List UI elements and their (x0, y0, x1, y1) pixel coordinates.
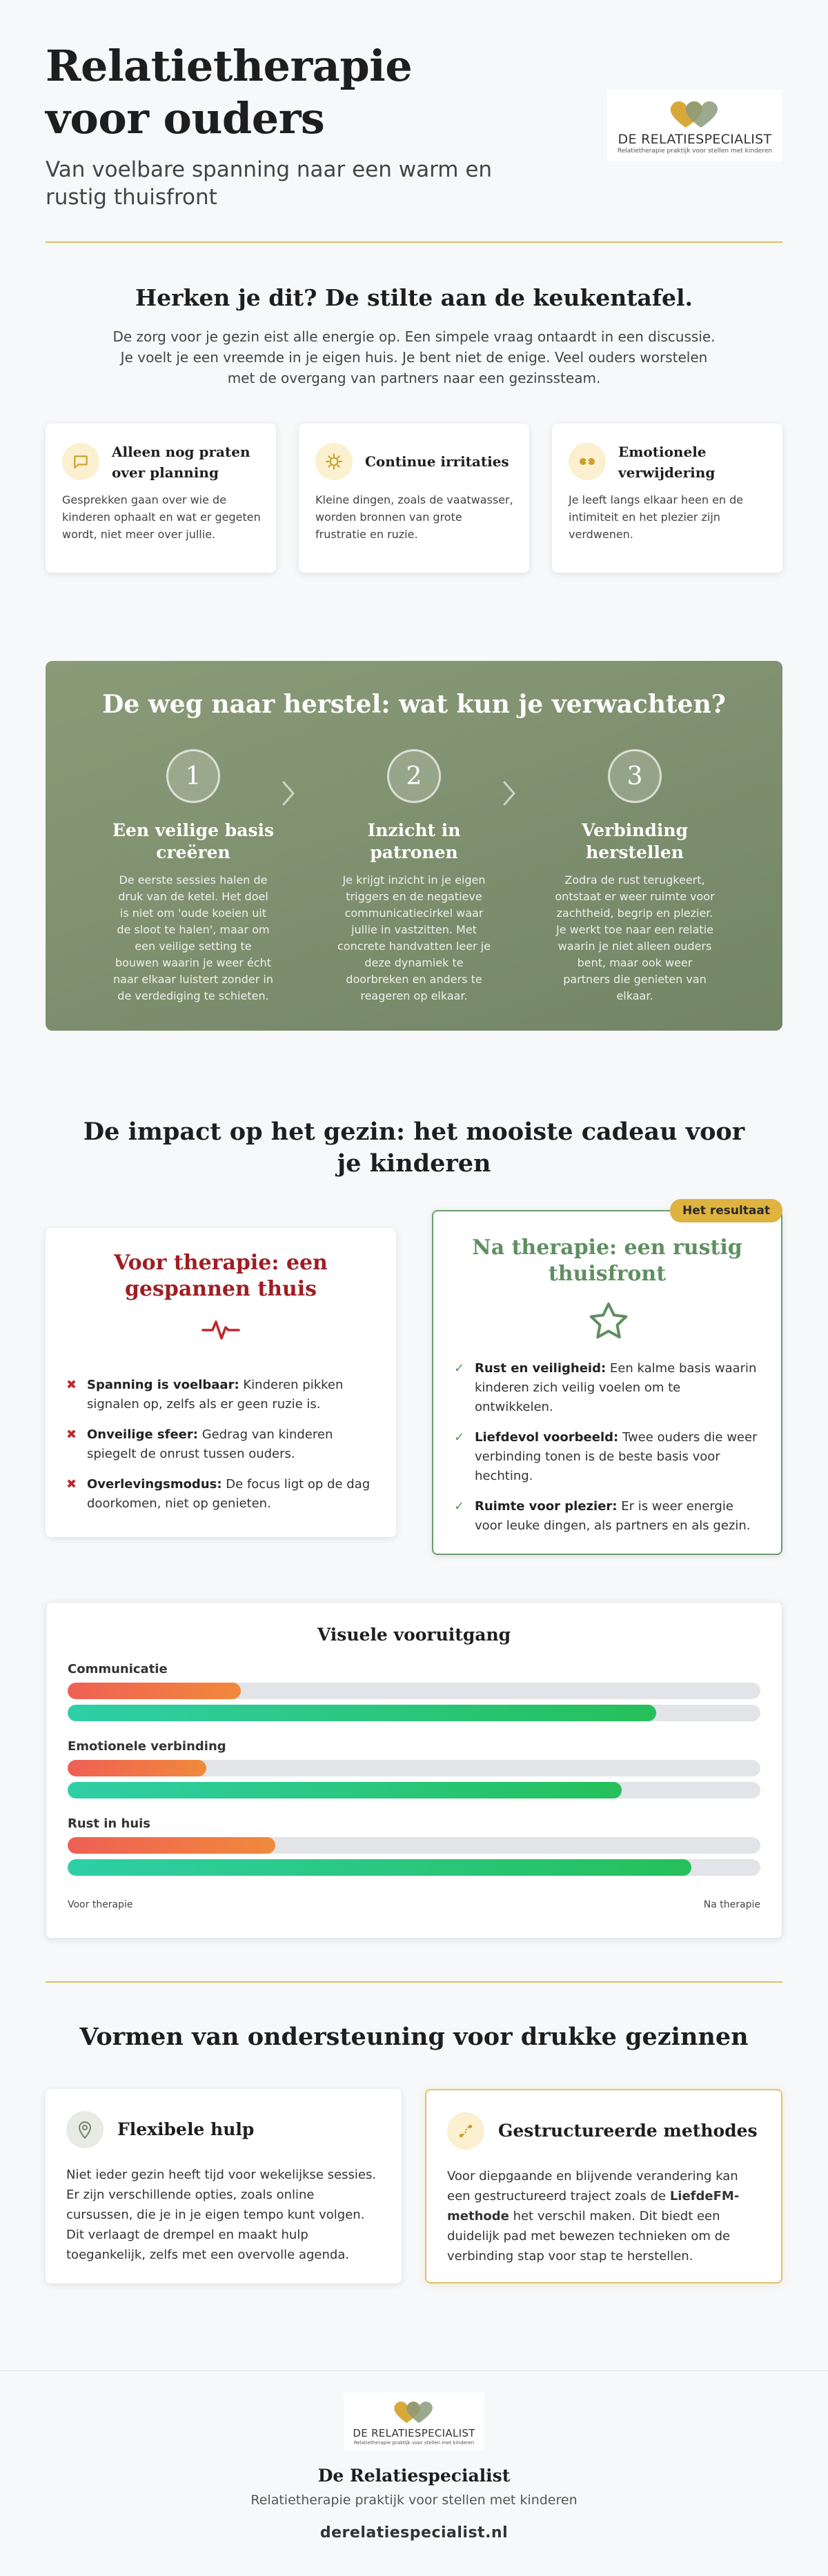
problem-cards (46, 424, 782, 575)
after-list-item: ✓ Ruimte voor plezier: Er is weer energie voor leuke dingen, als partners en als gezin. (454, 1497, 760, 1536)
problem-card (46, 424, 276, 573)
step-text: De eerste sessies halen de druk van de ketel. Het doel is niet om 'oude koeien uit de sloot te halen', maar om een veilige setting te bouwen waarin je weer écht naar elkaar luistert zonder in de verdediging te schieten. (113, 873, 273, 1002)
check-icon: ✓ (454, 1361, 465, 1376)
cross-icon: ✖ (66, 1477, 77, 1492)
roadmap-step (304, 749, 524, 1004)
footer-logo (344, 2392, 484, 2450)
problem-card-title: Emotionele verwijdering (618, 444, 716, 481)
support-card (425, 2089, 782, 2283)
after-list (454, 1359, 760, 1547)
section-divider (46, 241, 782, 243)
progress-label: Emotionele verbinding (68, 1739, 226, 1754)
after-card-title: Na therapie: een rustig thuisfront (472, 1236, 742, 1286)
roadmap-section (46, 661, 782, 1031)
support-section (46, 2023, 782, 2051)
hearts-logo-icon (665, 97, 724, 130)
footer-name: De Relatiespecialist (317, 2466, 511, 2486)
recognize-intro: De zorg voor je gezin eist alle energie op. Een simpele vraag ontaardt in een discussie. Je voelt je een vreemde in je eigen huis. Je bent niet de enige. Veel ouders worstelen met de overgang van partners naar een gezinssteam. (112, 328, 716, 386)
problem-card-title: Alleen nog praten over planning (112, 444, 250, 481)
chevron-right-icon (280, 778, 297, 809)
support-card (46, 2089, 402, 2283)
footer (0, 2392, 828, 2542)
progress-bar-after (68, 1705, 656, 1721)
problem-card (299, 424, 529, 573)
problem-card (552, 424, 782, 573)
problem-card-text: Kleine dingen, zoals de vaatwasser, worden bronnen van grote frustratie en ruzie. (315, 493, 513, 541)
step-number: 3 (608, 749, 662, 803)
star-icon (588, 1301, 629, 1341)
page-title: Relatietherapie voor ouders (46, 41, 413, 143)
progress-bar-after (68, 1782, 622, 1799)
step-text: Zodra de rust terugkeert, ontstaat er weer ruimte voor zachtheid, begrip en plezier. Je werkt toe naar een relatie waarin je niet alleen ouders bent, maar ook weer partners die genieten van elkaar. (555, 873, 715, 1002)
before-card-title: Voor therapie: een gespannen thuis (114, 1251, 328, 1301)
progress-group (68, 1739, 760, 1804)
progress-track-before (68, 1837, 760, 1854)
check-icon: ✓ (454, 1499, 465, 1514)
header-logo (607, 90, 782, 161)
legend-after: Na therapie (703, 1899, 760, 1910)
heartbeat-icon (201, 1318, 240, 1343)
after-card (432, 1204, 782, 1555)
support-cards (46, 2089, 782, 2289)
chevron-right-icon (501, 778, 518, 809)
progress-bar-before (68, 1837, 275, 1854)
result-badge: Het resultaat (670, 1199, 782, 1222)
after-list-item: ✓ Liefdevol voorbeeld: Twee ouders die weer verbinding tonen is de beste basis voor hechting. (454, 1428, 760, 1486)
support-card-text: Voor diepgaande en blijvende verandering kan een gestructureerd traject zoals de LiefdeFM-methode het verschil maken. Dit biedt een duidelijk pad met bewezen technieken om de verbinding stap voor stap te herstellen. (447, 2169, 740, 2263)
progress-track-before (68, 1683, 760, 1699)
progress-label: Rust in huis (68, 1816, 151, 1831)
progress-track-after (68, 1859, 760, 1876)
step-title: Inzicht in patronen (367, 820, 461, 862)
roadmap-step (83, 749, 304, 1004)
cross-icon: ✖ (66, 1378, 77, 1392)
progress-bar-after (68, 1859, 691, 1876)
progress-bar-before (68, 1760, 206, 1776)
footer-tagline: Relatietherapie praktijk voor stellen met kinderen (250, 2493, 578, 2508)
page-header (46, 0, 782, 243)
progress-title: Visuele vooruitgang (317, 1625, 511, 1645)
legend-before: Voor therapie (68, 1899, 133, 1910)
logo-name: DE RELATIESPECIALIST (618, 131, 772, 147)
progress-track-after (68, 1782, 760, 1799)
map-pin-icon (66, 2111, 103, 2148)
progress-group (68, 1816, 760, 1881)
step-title: Een veilige basis creëren (112, 820, 275, 862)
support-card-text: Niet ieder gezin heeft tijd voor wekelijkse sessies. Er zijn verschillende opties, zoals online cursussen, die je in je eigen tempo kunt volgen. Dit verlaagt de drempel en maakt hulp toegankelijk, zelfs met een overvolle agenda. (66, 2168, 377, 2262)
roadmap-step (524, 749, 745, 1004)
before-list-item: ✖ Spanning is voelbaar: Kinderen pikken signalen op, zelfs als er geen ruzie is. (66, 1376, 375, 1414)
progress-label: Communicatie (68, 1662, 168, 1676)
chat-bubble-icon (62, 443, 99, 480)
support-title: Vormen van ondersteuning voor drukke gezinnen (79, 2023, 749, 2051)
roadmap-title: De weg naar herstel: wat kun je verwachten? (102, 690, 726, 719)
progress-track-before (68, 1760, 760, 1776)
step-number: 2 (387, 749, 441, 803)
hearts-logo-icon (390, 2398, 438, 2426)
progress-legend (68, 1899, 760, 1910)
impact-title: De impact op het gezin: het mooiste cadeau voor je kinderen (83, 1118, 745, 1178)
step-text: Je krijgt inzicht in je eigen triggers en de negatieve communicatiecirkel waar jullie in vastzitten. Met concrete handvatten leer je deze dynamiek te doorbreken en anders te reageren op elkaar. (337, 873, 491, 1002)
problem-card-text: Gesprekken gaan over wie de kinderen ophaalt en wat er gegeten wordt, niet meer over jullie. (62, 493, 261, 541)
footer-url-link[interactable]: derelatiespecialist.nl (319, 2524, 509, 2542)
before-card (46, 1228, 396, 1537)
irritation-burst-icon (315, 443, 353, 480)
route-icon (447, 2112, 484, 2150)
problem-card-title: Continue irritaties (365, 453, 509, 470)
impact-section (46, 1116, 782, 1180)
recognize-section (46, 284, 782, 388)
before-list (66, 1376, 375, 1525)
progress-panel (46, 1602, 782, 1939)
page-subtitle: Van voelbare spanning naar een warm en rustig thuisfront (46, 157, 493, 210)
problem-card-text: Je leeft langs elkaar heen en de intimiteit en het plezier zijn verdwenen. (569, 493, 744, 541)
recognize-title: Herken je dit? De stilte aan de keukentafel. (135, 284, 693, 311)
logo-name: DE RELATIESPECIALIST (353, 2426, 475, 2439)
before-list-item: ✖ Onveilige sfeer: Gedrag van kinderen spiegelt de onrust tussen ouders. (66, 1425, 375, 1464)
logo-tagline: Relatietherapie praktijk voor stellen met kinderen (353, 2439, 475, 2446)
before-list-item: ✖ Overlevingsmodus: De focus ligt op de dag doorkomen, niet op genieten. (66, 1475, 375, 1514)
after-list-item: ✓ Rust en veiligheid: Een kalme basis waarin kinderen zich veilig voelen om te ontwikkelen. (454, 1359, 760, 1417)
support-card-title: Gestructureerde methodes (498, 2121, 758, 2141)
footer-divider (0, 2370, 828, 2371)
step-number: 1 (166, 749, 220, 803)
distance-icon (569, 443, 606, 480)
support-card-title: Flexibele hulp (117, 2119, 255, 2139)
progress-group (68, 1662, 760, 1727)
logo-tagline: Relatietherapie praktijk voor stellen met kinderen (617, 147, 773, 155)
progress-track-after (68, 1705, 760, 1721)
step-title: Verbinding herstellen (582, 820, 688, 862)
compare-cards (46, 1204, 782, 1559)
check-icon: ✓ (454, 1430, 465, 1445)
cross-icon: ✖ (66, 1427, 77, 1442)
section-divider (46, 1981, 782, 1983)
progress-bar-before (68, 1683, 241, 1699)
